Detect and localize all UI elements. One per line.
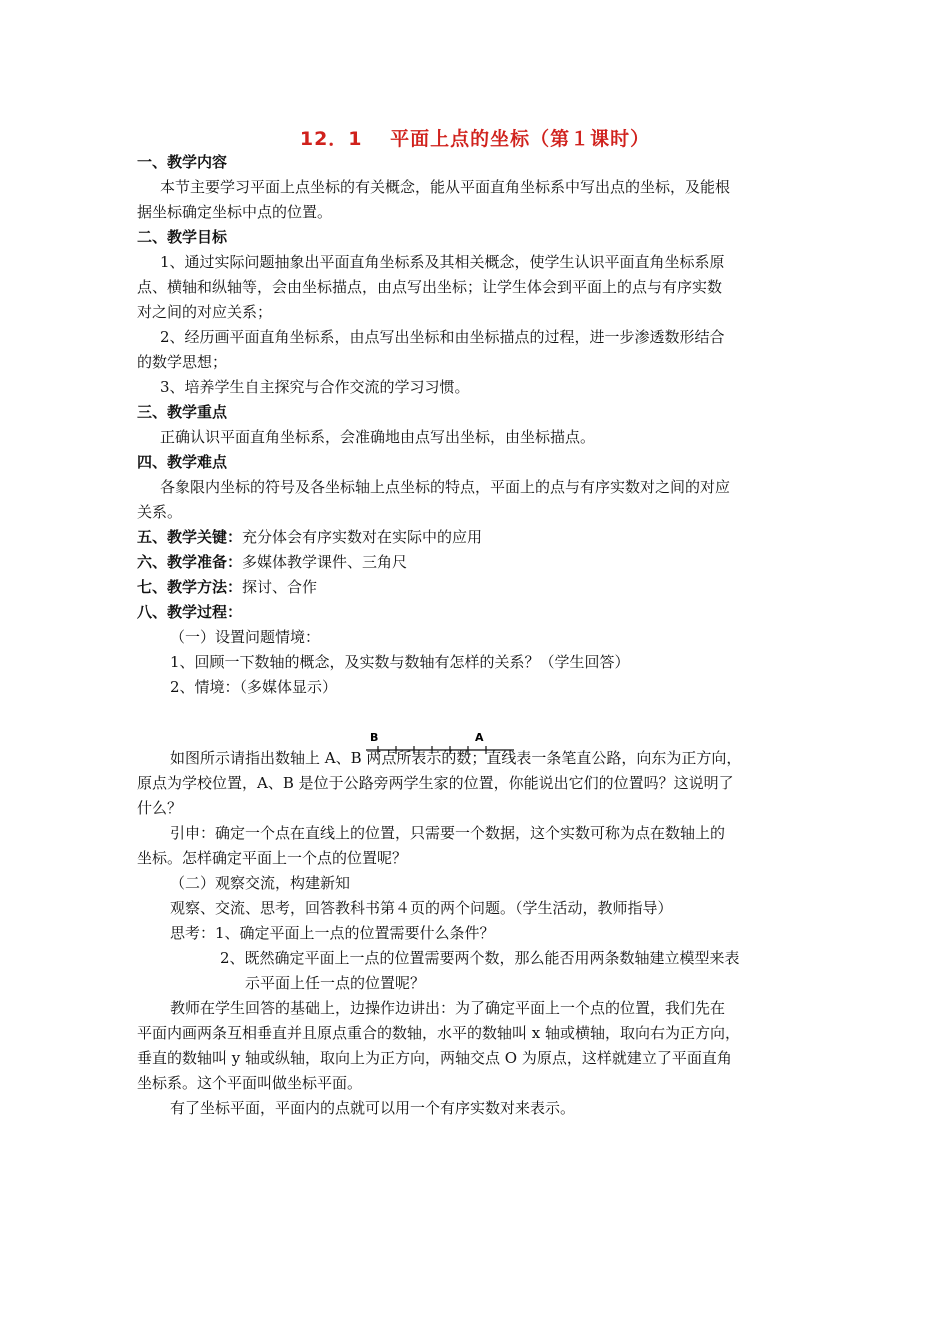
point-a-label: A	[475, 731, 484, 744]
paragraph: 如图所示请指出数轴上 A、B 两点所表示的数；直线表一条笔直公路，向东为正方向，	[170, 749, 742, 767]
paragraph: 引申：确定一个点在直线上的位置，只需要一个数据，这个实数可称为点在数轴上的	[170, 824, 726, 842]
section-heading-key: 五、教学关键：	[137, 528, 243, 546]
paragraph: 2、经历画平面直角坐标系，由点写出坐标和由坐标描点的过程，进一步渗透数形结合	[160, 328, 725, 346]
page-title: 12．1 平面上点的坐标（第１课时）	[299, 128, 651, 150]
subsection-heading: （一）设置问题情境：	[170, 628, 321, 646]
paragraph: 观察、交流、思考，回答教科书第４页的两个问题。（学生活动，教师指导）	[170, 899, 673, 917]
section-heading-goals: 二、教学目标	[137, 228, 228, 246]
paragraph: 1、通过实际问题抽象出平面直角坐标系及其相关概念，使学生认识平面直角坐标系原	[160, 253, 725, 271]
section-heading-difficulties: 四、教学难点	[137, 453, 228, 471]
paragraph: 的数学思想；	[137, 353, 228, 371]
section-heading-prep: 六、教学准备：	[137, 553, 243, 571]
section-key	[137, 525, 827, 550]
paragraph: 1、回顾一下数轴的概念，及实数与数轴有怎样的关系？（学生回答）	[170, 653, 630, 671]
paragraph: 对之间的对应关系；	[137, 303, 273, 321]
section-prep	[137, 550, 827, 575]
paragraph: 平面内画两条互相垂直并且原点重合的数轴，水平的数轴叫 x 轴或横轴，取向右为正方向，	[137, 1024, 740, 1042]
section-text: 探讨、合作	[242, 578, 318, 596]
section-heading-content: 一、教学内容	[137, 153, 228, 171]
paragraph: 正确认识平面直角坐标系，会准确地由点写出坐标，由坐标描点。	[160, 428, 596, 446]
section-heading-process: 八、教学过程：	[137, 603, 243, 621]
paragraph: 2、既然确定平面上一点的位置需要两个数，那么能否用两条数轴建立模型来表	[220, 949, 740, 967]
paragraph: 各象限内坐标的符号及各坐标轴上点坐标的特点，平面上的点与有序实数对之间的对应	[160, 478, 731, 496]
paragraph: 本节主要学习平面上点坐标的有关概念，能从平面直角坐标系中写出点的坐标，及能根	[160, 178, 731, 196]
paragraph: 示平面上任一点的位置呢？	[245, 974, 426, 992]
paragraph: 原点为学校位置，A、B 是位于公路旁两学生家的位置，你能说出它们的位置吗？这说明了	[137, 774, 734, 792]
paragraph: 关系。	[137, 503, 183, 521]
section-text: 多媒体教学课件、三角尺	[242, 553, 408, 571]
paragraph: 有了坐标平面，平面内的点就可以用一个有序实数对来表示。	[170, 1099, 576, 1117]
paragraph: 2、情境：（多媒体显示）	[170, 678, 338, 696]
subsection-heading: （二）观察交流，构建新知	[170, 874, 351, 892]
section-heading-method: 七、教学方法：	[137, 578, 243, 596]
point-b-label: B	[370, 731, 379, 744]
paragraph: 3、培养学生自主探究与合作交流的学习习惯。	[160, 378, 470, 396]
paragraph: 什么？	[137, 799, 183, 817]
paragraph: 垂直的数轴叫 y 轴或纵轴，取向上为正方向，两轴交点 O 为原点，这样就建立了平面直角	[137, 1049, 732, 1067]
paragraph: 思考：1、确定平面上一点的位置需要什么条件？	[170, 924, 495, 942]
section-text: 充分体会有序实数对在实际中的应用	[242, 528, 483, 546]
paragraph: 坐标系。这个平面叫做坐标平面。	[137, 1074, 363, 1092]
section-method	[137, 575, 827, 600]
section-heading-keypoints: 三、教学重点	[137, 403, 228, 421]
paragraph: 据坐标确定坐标中点的位置。	[137, 203, 333, 221]
paragraph: 坐标。怎样确定平面上一个点的位置呢？	[137, 849, 408, 867]
paragraph: 教师在学生回答的基础上，边操作边讲出：为了确定平面上一个点的位置，我们先在	[170, 999, 726, 1017]
paragraph: 点、横轴和纵轴等，会由坐标描点，由点写出坐标；让学生体会到平面上的点与有序实数	[137, 278, 723, 296]
